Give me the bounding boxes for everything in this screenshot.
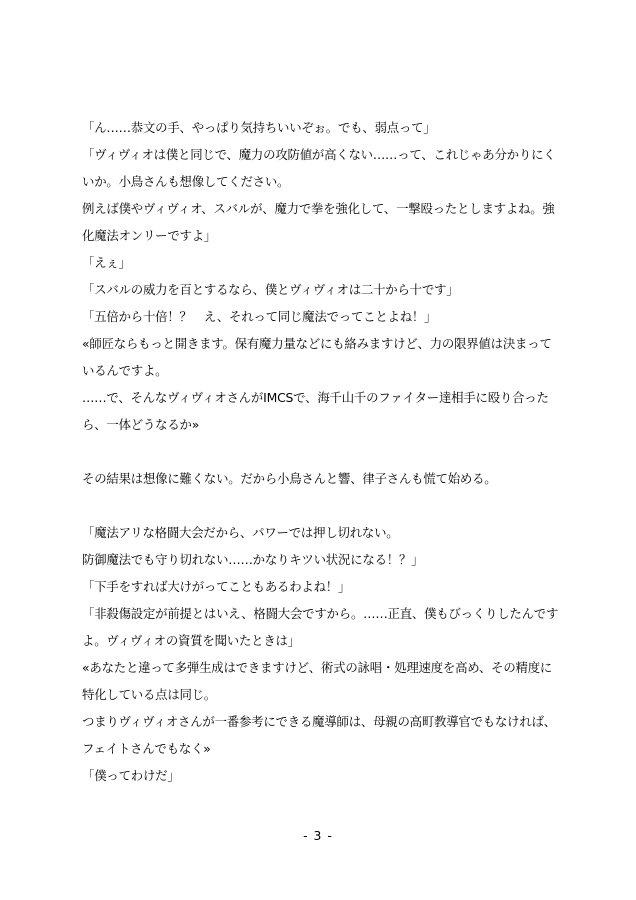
text-line: «師匠ならもっと開きます。保有魔力量などにも絡みますけど、力の限界値は決まって [82,336,552,351]
body-text [82,114,562,789]
text-line: よ。ヴィヴィオの資質を聞いたときは」 [82,633,300,648]
text-line: つまりヴィヴィオさんが一番参考にできる魔導師は、母親の高町教導官でもなければ、 [82,714,556,729]
blank-line [82,492,562,519]
text-line: 防御魔法でも守り切れない……かなりキツい状況になる！？」 [82,552,424,567]
blank-line [82,438,562,465]
text-line: 「非殺傷設定が前提とはいえ、格闘大会ですから。……正直、僕もびっくりしたんです [82,606,559,621]
text-line: 「下手をすれば大けがってこともあるわよね！」 [82,579,351,594]
text-line: 「スバルの威力を百とするなら、僕とヴィヴィオは二十から十です」 [82,282,459,297]
text-line: 「五倍から十倍！？ え、それって同じ魔法でってことよね！」 [82,309,437,324]
text-line: その結果は想像に難くない。だから小鳥さんと響、律子さんも慌て始める。 [82,471,497,486]
text-line: いか。小鳥さんも想像してください。 [82,174,290,189]
text-line: «あなたと違って多弾生成はできますけど、術式の詠唱・処理速度を高め、その精度に [82,660,553,675]
text-line: いるんですよ。 [82,363,168,378]
text-line: 「ん……恭文の手、やっぱり気持ちいいぞぉ。でも、弱点って」 [82,120,436,135]
text-line: 「えぇ」 [82,255,131,270]
page-number: - 3 - [303,828,333,843]
text-line: 「魔法アリな格闘大会だから、パワーでは押し切れない。 [82,525,399,540]
text-line: 化魔法オンリーですよ」 [82,228,217,243]
text-line: フェイトさんでもなく» [82,741,211,756]
text-line: ら、一体どうなるか» [82,417,200,432]
text-line: 「僕ってわけだ」 [82,768,180,783]
text-line: ……で、そんなヴィヴィオさんがIMCSで、海千山千のファイター達相手に殴り合った [82,390,549,405]
text-line: 「ヴィヴィオは僕と同じで、魔力の攻防値が高くない……って、これじゃあ分かりにく [82,147,556,162]
text-line: 特化している点は同じ。 [82,687,217,702]
text-line: 例えば僕やヴィヴィオ、スバルが、魔力で拳を強化して、一撃殴ったとしますよね。強 [82,201,555,216]
